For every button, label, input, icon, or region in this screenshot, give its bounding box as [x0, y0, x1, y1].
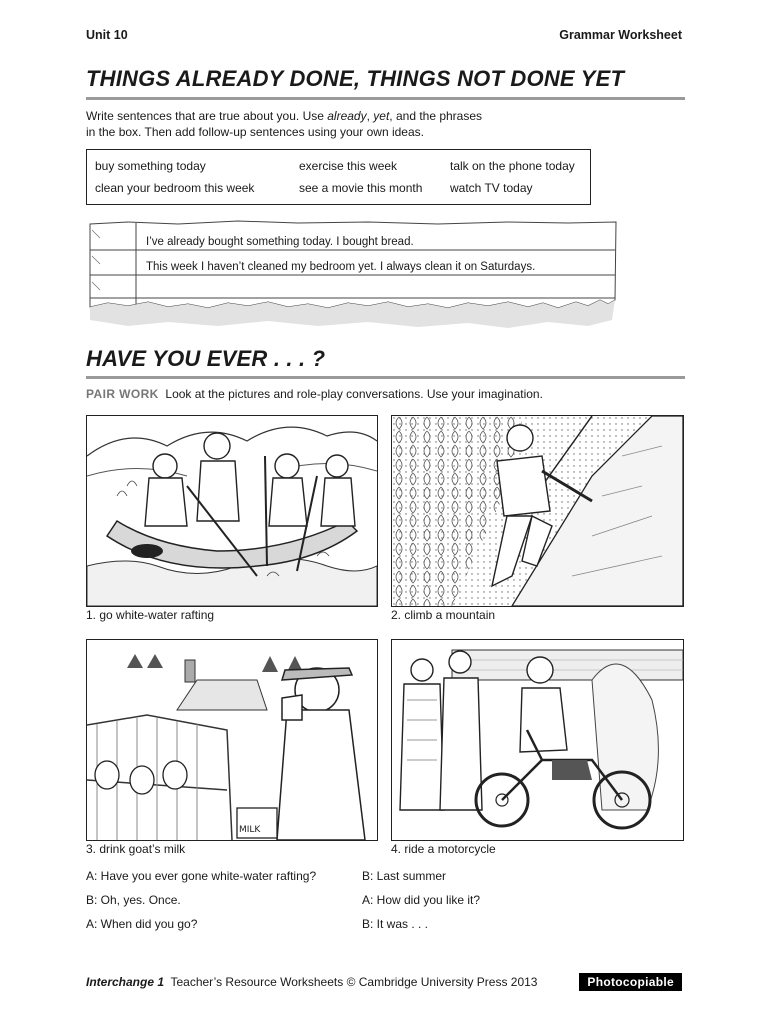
- goats-milk-illustration: [87, 640, 377, 840]
- conversation-line: A: When did you go?: [86, 917, 198, 931]
- phrase-item: clean your bedroom this week: [95, 181, 255, 195]
- picture-climbing: [391, 415, 684, 607]
- keyword-already: already: [327, 109, 367, 123]
- conversation-line: B: Last summer: [362, 869, 447, 883]
- conversation-line: A: How did you like it?: [362, 893, 481, 907]
- phrase-item: exercise this week: [299, 159, 398, 173]
- rafting-illustration: [87, 416, 377, 606]
- phrase-item: watch TV today: [450, 181, 533, 195]
- picture-motorcycle: [391, 639, 684, 841]
- footer-brand: Interchange 1: [86, 975, 165, 989]
- picture-caption: 3. drink goat’s milk: [86, 842, 186, 856]
- instructions: Write sentences that are true about you. Use already, yet, and the phrases in the box. Then add follow-up sentences using your own ideas.: [86, 109, 483, 139]
- torn-paper-examples: [88, 220, 618, 330]
- example-sentence: I’ve already bought something today. I bought bread.: [146, 236, 414, 248]
- photocopiable-badge: Photocopiable: [579, 973, 682, 991]
- pair-work-instructions: PAIR WORK Look at the pictures and role-play conversations. Use your imagination.: [86, 387, 543, 401]
- phrase-item: see a movie this month: [299, 181, 423, 195]
- motorcycle-illustration: [392, 640, 683, 840]
- section-divider: [86, 97, 685, 100]
- keyword-yet: yet: [373, 109, 390, 123]
- picture-caption: 4. ride a motorcycle: [391, 842, 496, 856]
- picture-caption: 2. climb a mountain: [391, 608, 496, 622]
- picture-caption: 1. go white-water rafting: [86, 608, 215, 622]
- worksheet-type: Grammar Worksheet: [559, 28, 682, 42]
- milk-pail-label: MILK: [239, 825, 261, 835]
- section-divider: [86, 376, 685, 379]
- section-title-have-you-ever: HAVE YOU EVER . . . ?: [86, 346, 326, 371]
- phrase-item: talk on the phone today: [450, 159, 575, 173]
- conversation-line: B: It was . . .: [362, 917, 429, 931]
- unit-label: Unit 10: [86, 28, 128, 42]
- footer-text: Teacher’s Resource Worksheets © Cambridge University Press 2013: [170, 975, 538, 989]
- picture-goats-milk: [86, 639, 378, 841]
- phrase-item: buy something today: [95, 159, 206, 173]
- picture-rafting: [86, 415, 378, 607]
- climbing-illustration: [392, 416, 683, 606]
- phrase-box: [86, 149, 591, 205]
- pair-work-label: PAIR WORK: [86, 387, 159, 401]
- section-title-already-yet: THINGS ALREADY DONE, THINGS NOT DONE YET: [86, 66, 625, 91]
- conversation-line: A: Have you ever gone white-water rafting?: [86, 869, 317, 883]
- example-sentence: This week I haven’t cleaned my bedroom yet. I always clean it on Saturdays.: [146, 261, 536, 273]
- footer-credit: [86, 975, 537, 989]
- conversation-line: B: Oh, yes. Once.: [86, 893, 181, 907]
